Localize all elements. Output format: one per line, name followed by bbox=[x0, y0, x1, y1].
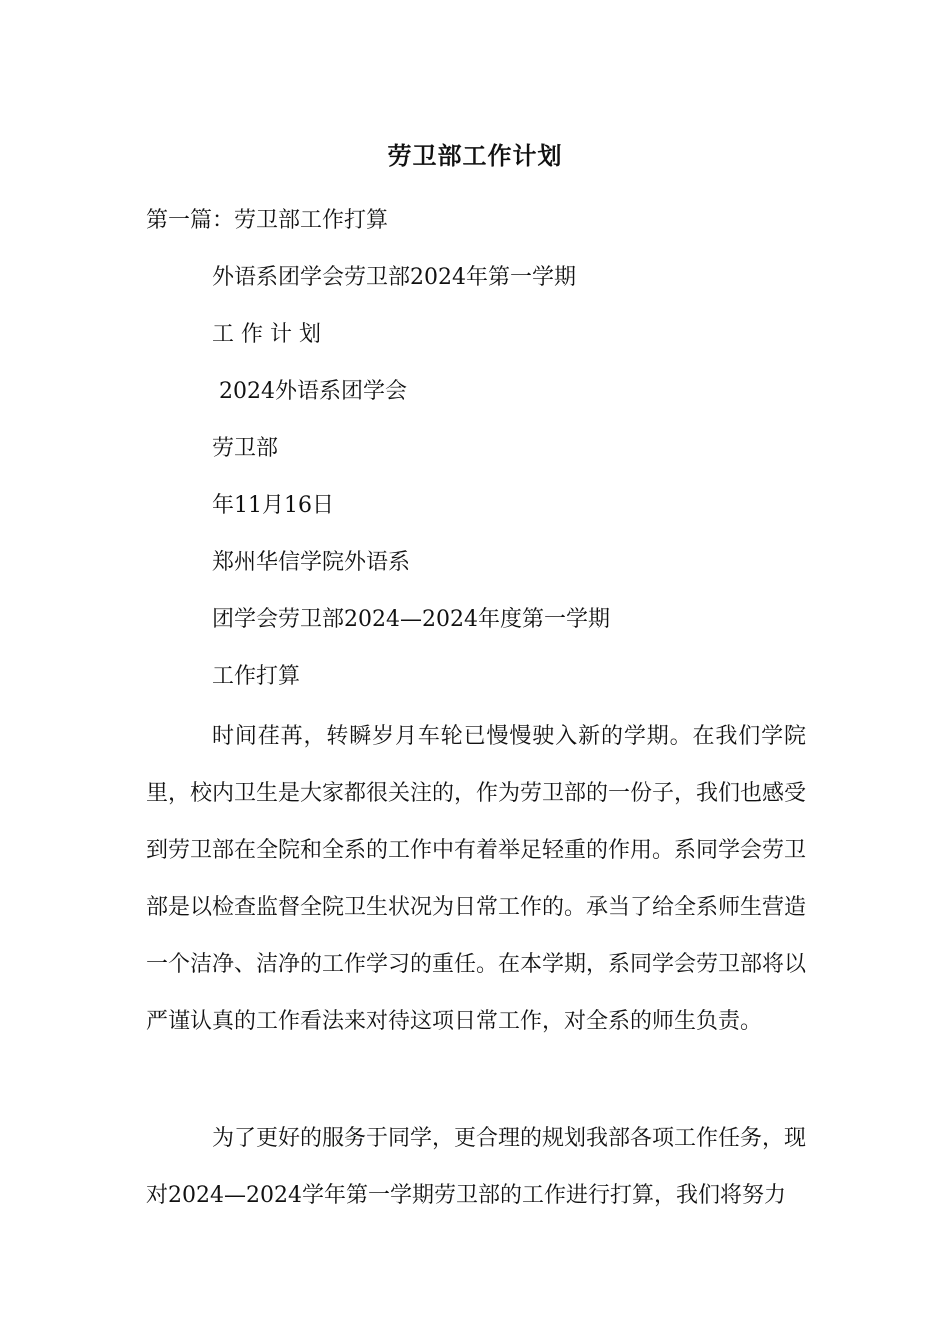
document-title: 劳卫部工作计划 bbox=[387, 141, 563, 170]
header-line-year-org: 2024外语系团学会 bbox=[212, 379, 407, 404]
header-line-term: 团学会劳卫部2024—2024年度第一学期 bbox=[212, 607, 610, 632]
body-paragraph-intro: 时间荏苒，转瞬岁月车轮已慢慢驶入新的学期。在我们学院里，校内卫生是大家都很关注的，作为劳卫部的一份子，我们也感受到劳卫部在全院和全系的工作中有着举足轻重的作用。系同学会劳卫部是以检查监督全院卫生状况为日常工作的。承当了给全系师生营造一个洁净、洁净的工作学习的重任。在本学期，系同学会劳卫部将以严谨认真的工作看法来对待这项日常工作，对全系的师生负责。 bbox=[146, 724, 807, 1034]
header-line-school: 郑州华信学院外语系 bbox=[212, 550, 411, 575]
body-paragraph-purpose: 为了更好的服务于同学，更合理的规划我部各项工作任务，现对2024—2024学年第一学期劳卫部的工作进行打算，我们将努力 bbox=[146, 1126, 807, 1208]
header-line-labor-dept: 劳卫部 bbox=[212, 436, 279, 461]
header-line-work-plan: 工 作 计 划 bbox=[212, 322, 321, 347]
section-heading: 第一篇：劳卫部工作打算 bbox=[146, 208, 389, 233]
header-line-plan-label: 工作打算 bbox=[212, 664, 301, 689]
header-line-department: 外语系团学会劳卫部2024年第一学期 bbox=[212, 265, 576, 290]
header-line-date: 年11月16日 bbox=[212, 493, 334, 518]
